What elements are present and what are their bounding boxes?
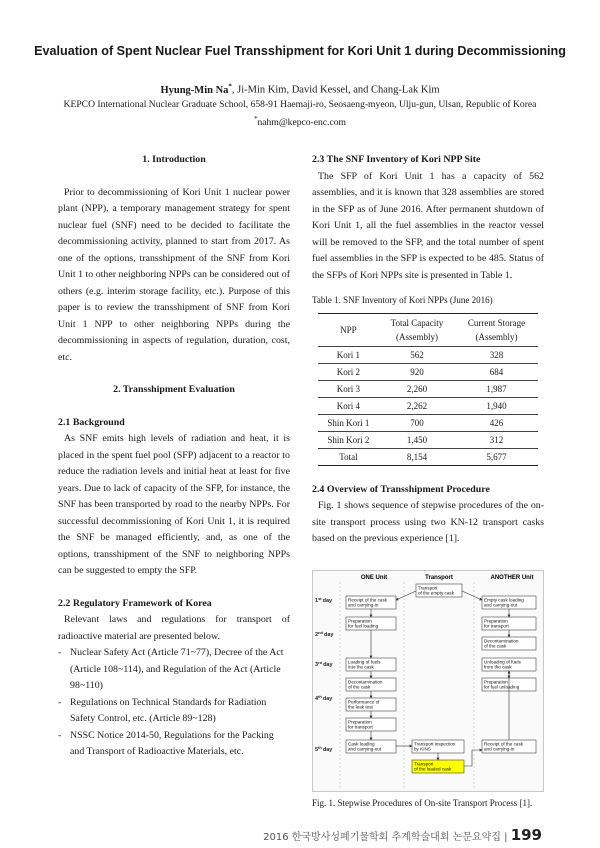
box-unloading-fuels: Unloading of fuels from the cask [484,659,521,670]
box-leak-test: Performance of the leak test [348,699,380,710]
paper-title: Evaluation of Spent Nuclear Fuel Transshipment for Kori Unit 1 during Decommissioning [34,44,566,58]
regulatory-text: Relevant laws and regulations for transport of radioactive material are presented below. [58,614,290,642]
corresponding-mark: * [228,82,232,90]
box-prep-unloading: Preparation for fuel unloading [484,679,520,690]
heading-regulatory: 2.2 Regulatory Framework of Korea [58,597,212,609]
table-row: Kori 4 2,262 1,940 [318,397,538,414]
heading-introduction: 1. Introduction [142,154,206,165]
table-row: Kori 2 920 684 [318,363,538,380]
email-line [0,115,600,128]
box-transport-inspection: Transport inspection by KINS [414,741,456,752]
table-row-total: Total 8,154 5,677 [318,448,538,465]
background-text: As SNF emits high levels of radiation and heat, it is placed in the spent fuel pool (SFP) adjacent to a reactor to reduce the radiation levels and initial heat at least for five years. Due to lack of capacity of the SFP, for instance, the SNF has been transported by road to the nearby NPPs. For successful decommissioning of Kori Unit 1, it is required the SNF be managed efficiently, and, as one of the options, transshipment of the SNF to neighboring NPPs can be suggested to empty the SFP. [58,433,290,576]
table-row: Kori 1 562 328 [318,346,538,363]
page-number: 199 [510,826,542,844]
page-footer [263,826,542,844]
box-transport-empty: Transport of the empty cask [418,585,455,596]
box-loading-fuels: Loading of fuels into the cask [348,659,381,670]
inventory-table [318,313,538,466]
footer-text: 2016 한국방사성폐기물학회 추계학술대회 논문요약집 | [263,832,511,843]
day-label-5: 5thday [315,745,333,753]
email-mark: * [254,115,258,123]
box-decon-another: Decontamination of the cask [484,638,519,649]
figure-caption: Fig. 1. Stepwise Procedures of On-site Transport Process [1]. [312,798,533,808]
list-item: - Regulations on Technical Standards for Radiation Safety Control, etc. (Article 89~128) [58,696,267,724]
day-label-2: 2ndday [315,630,334,638]
box-cask-loading: Cask loading and carrying-out [348,741,382,752]
box-transport-loaded: Transport of the loaded cask [414,761,452,772]
box-receipt-another: Receipt of the cask and carrying-in [484,741,524,752]
heading-transshipment: 2. Transshipment Evaluation [113,384,235,395]
fig-col-one-unit: ONE Unit [360,575,388,581]
day-label-1: 1stday [315,596,333,604]
table-row: Shin Kori 1 700 426 [318,414,538,431]
table-row: Kori 3 2,260 1,987 [318,380,538,397]
co-authors: , Ji-Min Kim, David Kessel, and Chang-Lak Kim [231,84,440,96]
col-header-capacity: Total Capacity (Assembly) [390,317,444,342]
regulation-list [58,645,290,761]
table-caption: Table 1. SNF Inventory of Kori NPPs (June 2016) [312,295,493,305]
heading-inventory: 2.3 The SNF Inventory of Kori NPP Site [312,154,481,165]
table-row: Shin Kori 2 1,450 312 [318,431,538,448]
introduction-text: Prior to decommissioning of Kori Unit 1 nuclear power plant (NPP), a temporary management strategy for spent nuclear fuel (SNF) need to be decided to facilitate the decommissioning activity, planned to start from 2017. As one of the options, transshipment of the SNF from Kori Unit 1 to other neighboring NPPs can be considered out of others (e.g. interim storage facility, etc.). Purpose of this paper is to review the transshipment of SNF from Kori Unit 1 NPP to other neighboring NPPs during the decommissioning in aspects of regulation, duration, cost, etc. [58,186,290,363]
box-empty-cask-loading: Empty cask loading and carrying-out [484,597,524,608]
col-header-storage: Current Storage (Assembly) [467,317,526,342]
figure-1 [312,570,544,792]
box-prep-transport-one: Preparation for transport [348,719,373,730]
col-header-npp: NPP [340,324,357,335]
author-list [0,82,600,96]
heading-background: 2.1 Background [58,416,125,428]
heading-overview: 2.4 Overview of Transshipment Procedure [312,483,490,495]
list-item: - NSSC Notice 2014-50, Regulations for the Packing and Transport of Radioactive Materials, etc. [58,729,274,757]
fig-col-transport: Transport [425,575,453,581]
first-author: Hyung-Min Na [160,84,229,96]
box-decon-one: Decontamination of the cask [348,679,383,690]
fig-col-another-unit: ANOTHER Unit [490,575,534,581]
day-label-4: 4thday [315,694,333,702]
right-column [312,152,544,548]
box-prep-transport-another: Preparation for transport [484,618,509,629]
day-label-3: 3rdday [315,660,333,668]
email-address[interactable]: nahm@kepco-enc.com [257,117,346,129]
box-receipt-cask: Receipt of the cask and carrying-in [348,597,388,608]
affiliation: KEPCO International Nuclear Graduate School, 658-91 Haemaji-ro, Seosaeng-myeon, Ulju-gun, Ulsan, Republic of Korea [63,99,537,110]
inventory-text: The SFP of Kori Unit 1 has a capacity of 562 assemblies, and it is known that 328 assemblies are stored in the SFP as of June 2016. After permanent shutdown of Kori Unit 1, all the fuel assemblies in the reactor vessel will be removed to the SFP, and the total number of spent fuel assemblies in the SFP is expected to be 485. Status of the SFPs of Kori NPPs site is presented in Table 1. [312,170,544,281]
left-column [58,152,290,761]
overview-text: Fig. 1 shows sequence of stepwise procedures of the on-site transport process using two KN-12 transport casks based on the previous experience [1]. [312,500,544,544]
list-item: - Nuclear Safety Act (Article 71~77), Decree of the Act (Article 108~114), and Regulation of the Act (Article 98~110) [58,647,284,691]
box-prep-fuel-loading: Preparation for fuel loading [348,618,379,629]
